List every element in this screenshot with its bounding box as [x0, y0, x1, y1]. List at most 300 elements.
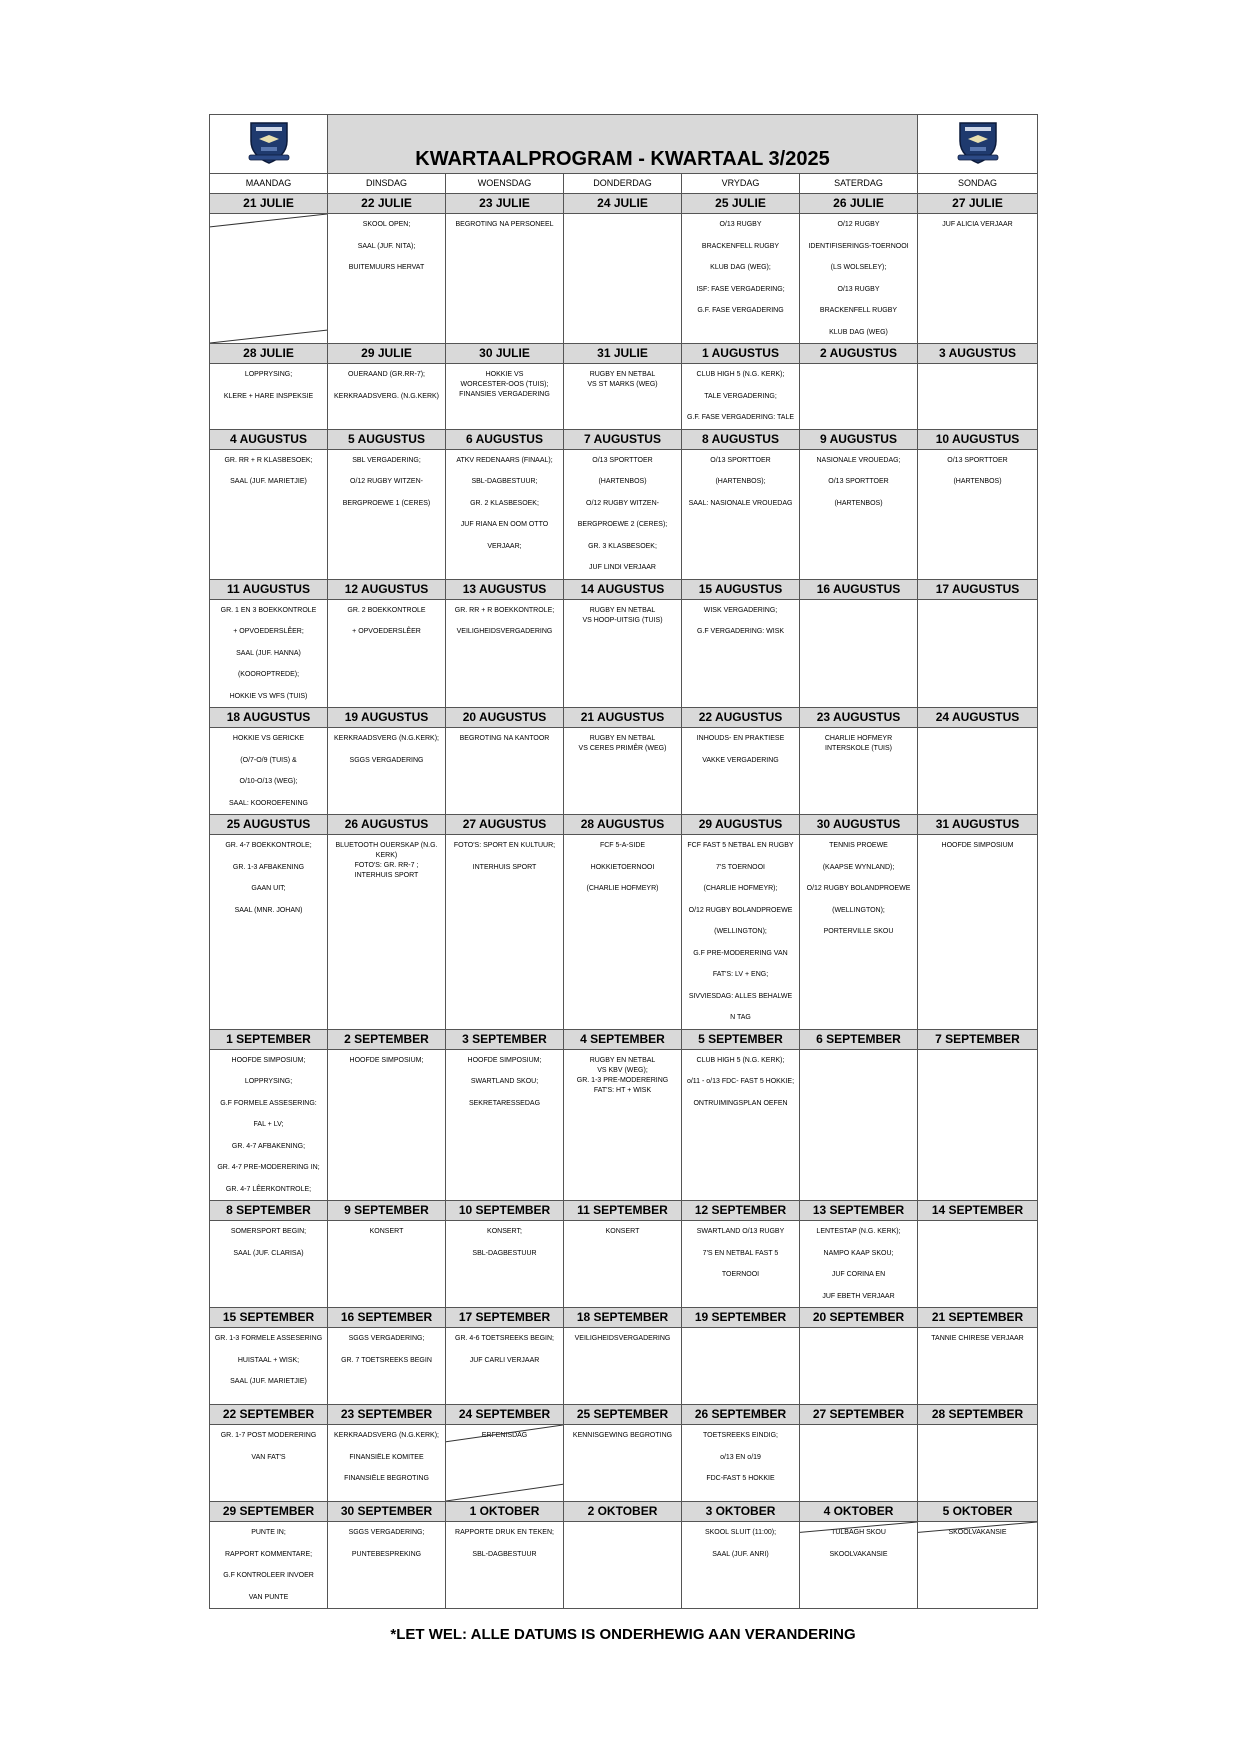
event-line: BLUETOOTH OUERSKAP (N.G. KERK): [335, 842, 438, 859]
date-cell: 12 SEPTEMBER: [682, 1201, 800, 1221]
events-cell: [800, 728, 918, 815]
event-line: BERGPROEWE 2 (CERES);: [577, 521, 668, 528]
events-cell: [210, 449, 328, 579]
date-cell: 21 SEPTEMBER: [918, 1308, 1038, 1328]
date-cell: 9 AUGUSTUS: [800, 429, 918, 449]
event-line: SGGS VERGADERING;: [348, 1335, 425, 1342]
event-line: SAAL: NASIONALE VROUEDAG: [688, 499, 793, 507]
event-line: GR. 2 KLASBESOEK;: [470, 499, 539, 507]
event-line: SGGS VERGADERING;: [348, 1529, 425, 1536]
week-events-row: [210, 728, 1038, 815]
date-cell: 22 SEPTEMBER: [210, 1405, 328, 1425]
week-date-row: [210, 579, 1038, 599]
event-line: 7'S EN NETBAL FAST 5: [702, 1249, 779, 1257]
event-line: INTERHUIS SPORT: [354, 872, 419, 879]
event-line: GR. 4-6 TOETSREEKS BEGIN;: [455, 1335, 554, 1342]
event-line: KLUB DAG (WEG): [829, 328, 888, 336]
event-line: O/12 RUGBY BOLANDPROEWE: [806, 885, 911, 892]
date-cell: 25 JULIE: [682, 194, 800, 214]
date-cell: 24 AUGUSTUS: [918, 708, 1038, 728]
events-cell: [446, 1049, 564, 1201]
date-cell: 30 AUGUSTUS: [800, 815, 918, 835]
event-line: FOTO'S: SPORT EN KULTUUR;: [453, 842, 556, 849]
events-cell: [918, 364, 1038, 430]
date-cell: 27 AUGUSTUS: [446, 815, 564, 835]
events-cell: [446, 1221, 564, 1308]
event-line: HOKKIE VS GERICKE: [232, 735, 305, 742]
event-line: HOKKIETOERNOOI: [590, 863, 655, 871]
event-line: GR. RR + R BOEKKONTROLE;: [454, 606, 555, 614]
events-cell: [800, 214, 918, 344]
events-cell: [564, 599, 682, 708]
week-date-row: [210, 708, 1038, 728]
date-cell: 28 JULIE: [210, 344, 328, 364]
day-name-saterdag: SATERDAG: [800, 174, 918, 194]
event-line: FAT'S: HT + WISK: [593, 1086, 652, 1094]
events-cell: [682, 835, 800, 1030]
event-line: IDENTIFISERINGS-TOERNOOI: [808, 242, 909, 250]
event-line: GR. RR + R KLASBESOEK;: [224, 456, 313, 464]
week-date-row: [210, 815, 1038, 835]
event-line: N TAG: [730, 1014, 751, 1021]
date-cell: 1 AUGUSTUS: [682, 344, 800, 364]
event-line: O/12 RUGBY: [837, 221, 880, 228]
date-cell: 10 AUGUSTUS: [918, 429, 1038, 449]
week-events-row: [210, 1425, 1038, 1502]
day-name-maandag: MAANDAG: [210, 174, 328, 194]
date-cell: 31 JULIE: [564, 344, 682, 364]
event-line: o/13 EN o/19: [720, 1453, 761, 1461]
event-line: ONTRUIMINGSPLAN OEFEN: [693, 1099, 788, 1107]
date-cell: 20 AUGUSTUS: [446, 708, 564, 728]
week-events-row: [210, 1221, 1038, 1308]
event-line: HOKKIE VS: [485, 371, 524, 378]
date-cell: 21 AUGUSTUS: [564, 708, 682, 728]
event-line: INTERSKOLE (TUIS): [825, 745, 892, 752]
event-line: (HARTENBOS): [598, 478, 647, 485]
date-cell: 26 SEPTEMBER: [682, 1405, 800, 1425]
date-cell: 29 SEPTEMBER: [210, 1502, 328, 1522]
events-cell: [800, 364, 918, 430]
event-line: CLUB HIGH 5 (N.G. KERK);: [696, 1056, 785, 1064]
date-cell: 3 OKTOBER: [682, 1502, 800, 1522]
date-cell: 7 SEPTEMBER: [918, 1029, 1038, 1049]
event-line: BRACKENFELL RUGBY: [819, 307, 898, 314]
events-cell: [328, 599, 446, 708]
events-cell: [210, 1049, 328, 1201]
date-cell: 16 SEPTEMBER: [328, 1308, 446, 1328]
event-line: O/13 SPORTTOER: [710, 456, 771, 464]
event-line: O/10-O/13 (WEG);: [239, 778, 298, 785]
date-cell: 12 AUGUSTUS: [328, 579, 446, 599]
date-cell: 10 SEPTEMBER: [446, 1201, 564, 1221]
week-events-row: [210, 214, 1038, 344]
events-cell: [564, 214, 682, 344]
event-line: SKOOLVAKANSIE: [948, 1529, 1007, 1536]
events-cell: [210, 835, 328, 1030]
date-cell: 9 SEPTEMBER: [328, 1201, 446, 1221]
event-line: (KAAPSE WYNLAND);: [822, 863, 895, 871]
event-line: VEILIGHEIDSVERGADERING: [574, 1335, 671, 1342]
event-line: HOOFDE SIMPOSIUM;: [231, 1056, 306, 1064]
date-cell: 23 AUGUSTUS: [800, 708, 918, 728]
event-line: SAAL (JUF. CLARISA): [233, 1249, 304, 1257]
event-line: BERGPROEWE 1 (CERES): [342, 499, 431, 507]
date-cell: 29 AUGUSTUS: [682, 815, 800, 835]
events-cell: [800, 599, 918, 708]
event-line: (CHARLIE HOFMEYR): [586, 885, 659, 892]
event-line: JUF ALICIA VERJAAR: [942, 221, 1013, 228]
footer-note: *LET WEL: ALLE DATUMS IS ONDERHEWIG AAN VERANDERING: [390, 1626, 856, 1643]
events-cell: [328, 728, 446, 815]
week-events-row: [210, 1522, 1038, 1609]
event-line: O/12 RUGBY BOLANDPROEWE: [688, 906, 793, 914]
events-cell: [328, 364, 446, 430]
date-cell: 13 AUGUSTUS: [446, 579, 564, 599]
event-line: RUGBY EN NETBAL: [589, 371, 656, 378]
events-cell: [210, 364, 328, 430]
event-line: VAN FAT'S: [251, 1453, 286, 1461]
event-line: SKOOL SLUIT (11:00);: [704, 1529, 777, 1536]
week-date-row: [210, 1201, 1038, 1221]
event-line: LENTESTAP (N.G. KERK);: [816, 1228, 901, 1235]
week-events-row: [210, 599, 1038, 708]
events-cell: [800, 1522, 918, 1609]
event-line: + OPVOEDERSLÊER: [352, 628, 421, 635]
events-cell: [564, 364, 682, 430]
events-cell: [446, 449, 564, 579]
event-line: O/13 SPORTTOER: [592, 456, 653, 464]
date-cell: 2 SEPTEMBER: [328, 1029, 446, 1049]
event-line: SAAL (JUF. ANRI): [712, 1550, 769, 1558]
event-line: SAAL: KOOROEFENING: [229, 799, 308, 807]
date-cell: 4 OKTOBER: [800, 1502, 918, 1522]
event-line: GR. 1 EN 3 BOEKKONTROLE: [220, 606, 317, 614]
date-cell: 27 SEPTEMBER: [800, 1405, 918, 1425]
event-line: KERKRAADSVERG (N.G.KERK);: [333, 1432, 440, 1439]
event-line: RUGBY EN NETBAL: [589, 735, 656, 742]
event-line: VS KBV (WEG);: [597, 1066, 648, 1074]
week-events-row: [210, 835, 1038, 1030]
events-cell: [682, 1221, 800, 1308]
date-cell: 17 SEPTEMBER: [446, 1308, 564, 1328]
week-date-row: [210, 1405, 1038, 1425]
event-line: KLERE + HARE INSPEKSIE: [223, 392, 314, 400]
event-line: GR. 1-3 FORMELE ASSESERING: [214, 1335, 323, 1342]
events-cell: [918, 728, 1038, 815]
day-name-donderdag: DONDERDAG: [564, 174, 682, 194]
calendar-sheet: [209, 114, 1037, 1609]
event-line: + OPVOEDERSLÊER;: [233, 628, 304, 635]
events-cell: [446, 1425, 564, 1502]
date-cell: 18 AUGUSTUS: [210, 708, 328, 728]
events-cell: [682, 728, 800, 815]
date-cell: 30 JULIE: [446, 344, 564, 364]
date-cell: 24 SEPTEMBER: [446, 1405, 564, 1425]
event-line: G.F FORMELE ASSESERING:: [220, 1099, 317, 1107]
week-date-row: [210, 1308, 1038, 1328]
date-cell: 23 JULIE: [446, 194, 564, 214]
school-crest-right: [918, 115, 1038, 174]
event-line: CHARLIE HOFMEYR: [824, 735, 893, 742]
date-cell: 28 AUGUSTUS: [564, 815, 682, 835]
date-cell: 5 SEPTEMBER: [682, 1029, 800, 1049]
event-line: O/13 SPORTTOER: [947, 456, 1008, 464]
date-cell: 15 AUGUSTUS: [682, 579, 800, 599]
date-cell: 26 JULIE: [800, 194, 918, 214]
event-line: BRACKENFELL RUGBY: [701, 242, 780, 250]
events-cell: [210, 1522, 328, 1609]
date-cell: 8 AUGUSTUS: [682, 429, 800, 449]
events-cell: [210, 1221, 328, 1308]
event-line: RAPPORTE DRUK EN TEKEN;: [455, 1529, 554, 1536]
event-line: TALE VERGADERING;: [704, 392, 777, 400]
events-cell: [918, 1221, 1038, 1308]
week-events-row: [210, 1049, 1038, 1201]
event-line: VS CERES PRIMÊR (WEG): [578, 745, 667, 752]
event-line: FCF 5-A-SIDE: [599, 842, 646, 849]
date-cell: 27 JULIE: [918, 194, 1038, 214]
event-line: GR. 1-3 AFBAKENING: [232, 863, 305, 871]
events-cell: [682, 214, 800, 344]
date-cell: 11 AUGUSTUS: [210, 579, 328, 599]
event-line: JUF CARLI VERJAAR: [469, 1356, 540, 1364]
date-cell: 14 AUGUSTUS: [564, 579, 682, 599]
date-cell: 23 SEPTEMBER: [328, 1405, 446, 1425]
week-events-row: [210, 1328, 1038, 1405]
event-line: SIVVIESDAG: ALLES BEHALWE: [688, 992, 793, 1000]
event-line: (O/7-O/9 (TUIS) &: [240, 756, 297, 764]
event-line: KENNISGEWING BEGROTING: [572, 1432, 673, 1439]
events-cell: [564, 835, 682, 1030]
date-cell: 1 SEPTEMBER: [210, 1029, 328, 1049]
cancelled-strike-lines: [210, 214, 327, 343]
event-line: HOOFDE SIMPOSIUM: [941, 842, 1014, 849]
events-cell: [328, 1328, 446, 1405]
quarter-calendar-table: [209, 114, 1038, 1609]
date-cell: 22 JULIE: [328, 194, 446, 214]
event-line: GR. 2 BOEKKONTROLE: [347, 606, 426, 614]
event-line: OUERAAND (GR.RR-7);: [347, 371, 425, 378]
event-line: SWARTLAND SKOU;: [470, 1078, 539, 1085]
events-cell: [682, 599, 800, 708]
events-cell: [800, 1425, 918, 1502]
events-cell: [446, 728, 564, 815]
event-line: O/13 RUGBY: [719, 221, 762, 228]
school-crest-left: [210, 115, 328, 174]
events-cell: [564, 1221, 682, 1308]
date-cell: 6 SEPTEMBER: [800, 1029, 918, 1049]
event-line: O/13 RUGBY: [837, 285, 880, 293]
events-cell: [918, 1425, 1038, 1502]
week-events-row: [210, 449, 1038, 579]
event-line: FCF FAST 5 NETBAL EN RUGBY: [687, 842, 794, 849]
event-line: SBL-DAGBESTUUR: [472, 1249, 537, 1257]
event-line: JUF CORINA EN: [831, 1271, 886, 1278]
event-line: ISF: FASE VERGADERING;: [696, 285, 785, 293]
date-cell: 18 SEPTEMBER: [564, 1308, 682, 1328]
event-line: 7'S TOERNOOI: [716, 863, 765, 871]
event-line: FINANSIËLE KOMITEE: [349, 1453, 424, 1461]
event-line: SBL VERGADERING;: [352, 456, 421, 464]
day-names-row: [210, 174, 1038, 194]
event-line: BEGROTING NA KANTOOR: [459, 735, 550, 742]
events-cell: [682, 364, 800, 430]
event-line: RUGBY EN NETBAL: [589, 1056, 656, 1064]
event-line: GR. 1-3 PRE-MODERERING: [576, 1076, 669, 1084]
events-cell: [800, 1328, 918, 1405]
date-cell: 31 AUGUSTUS: [918, 815, 1038, 835]
events-cell: [446, 214, 564, 344]
events-cell: [918, 599, 1038, 708]
event-line: INHOUDS- EN PRAKTIESE: [696, 735, 785, 742]
event-line: (WELLINGTON);: [714, 928, 767, 935]
events-cell: [918, 835, 1038, 1030]
date-cell: 7 AUGUSTUS: [564, 429, 682, 449]
event-line: SAAL (MNR. JOHAN): [234, 906, 303, 914]
event-line: FOTO'S: GR. RR-7 ;: [354, 862, 419, 869]
event-line: NASIONALE VROUEDAG;: [816, 456, 901, 464]
events-cell: [210, 214, 328, 344]
events-cell: [446, 835, 564, 1030]
events-cell: [328, 214, 446, 344]
event-line: VS HOOP-UITSIG (TUIS): [582, 616, 663, 624]
event-line: o/11 - o/13 FDC- FAST 5 HOKKIE;: [686, 1078, 795, 1085]
event-line: VAKKE VERGADERING: [702, 756, 779, 764]
events-cell: [328, 449, 446, 579]
events-cell: [328, 1522, 446, 1609]
event-line: NAMPO KAAP SKOU;: [823, 1249, 894, 1257]
event-line: SAAL (JUF. MARIETJIE): [230, 1378, 307, 1385]
event-line: INTERHUIS SPORT: [472, 863, 537, 871]
day-name-woensdag: WOENSDAG: [446, 174, 564, 194]
event-line: SBL-DAGBESTUUR;: [471, 478, 538, 485]
events-cell: [800, 835, 918, 1030]
event-line: PORTERVILLE SKOU: [823, 928, 894, 935]
event-line: SAAL (JUF. MARIETJIE): [230, 478, 307, 485]
week-events-row: [210, 364, 1038, 430]
events-cell: [446, 599, 564, 708]
event-line: PUNTE IN;: [251, 1529, 286, 1536]
date-cell: 25 AUGUSTUS: [210, 815, 328, 835]
events-cell: [564, 1328, 682, 1405]
event-line: ATKV REDENAARS (FINAAL);: [456, 456, 553, 464]
event-line: (KOOROPTREDE);: [237, 671, 300, 678]
events-cell: [682, 1522, 800, 1609]
event-line: KONSERT: [369, 1228, 404, 1235]
event-line: HOOFDE SIMPOSIUM;: [349, 1056, 424, 1064]
event-line: GR. 4-7 PRE-MODERERING IN;: [217, 1164, 320, 1171]
date-cell: 24 JULIE: [564, 194, 682, 214]
event-line: TULBAGH SKOU: [831, 1529, 886, 1536]
event-line: TOETSREEKS EINDIG;: [703, 1432, 778, 1439]
event-line: SAAL (JUF. NITA);: [357, 242, 416, 250]
date-cell: 25 SEPTEMBER: [564, 1405, 682, 1425]
event-line: SKOOL OPEN;: [362, 221, 411, 228]
event-line: (WELLINGTON);: [832, 906, 885, 914]
week-date-row: [210, 344, 1038, 364]
event-line: KONSERT: [605, 1228, 640, 1235]
date-cell: 19 SEPTEMBER: [682, 1308, 800, 1328]
event-line: GR. 4-7 AFBAKENING;: [231, 1142, 306, 1150]
event-line: RUGBY EN NETBAL: [589, 606, 656, 614]
event-line: GR. 4-7 LÊERKONTROLE;: [225, 1185, 312, 1193]
events-cell: [682, 1049, 800, 1201]
events-cell: [446, 364, 564, 430]
events-cell: [800, 1049, 918, 1201]
event-line: G.F KONTROLEER INVOER: [223, 1572, 314, 1579]
date-cell: 4 SEPTEMBER: [564, 1029, 682, 1049]
event-line: G.F. FASE VERGADERING: TALE: [686, 414, 795, 421]
event-line: KONSERT;: [487, 1228, 522, 1235]
week-date-row: [210, 429, 1038, 449]
events-cell: [918, 449, 1038, 579]
event-line: HOOFDE SIMPOSIUM;: [467, 1056, 542, 1064]
event-line: TENNIS PROEWE: [829, 842, 888, 849]
event-line: VEILIGHEIDSVERGADERING: [456, 628, 553, 635]
events-cell: [328, 1425, 446, 1502]
event-line: G.F. FASE VERGADERING: [697, 307, 784, 314]
event-line: GR. 3 KLASBESOEK;: [588, 542, 657, 550]
date-cell: 4 AUGUSTUS: [210, 429, 328, 449]
school-crest-icon: [247, 119, 291, 165]
event-line: FINANSIËLE BEGROTING: [344, 1475, 429, 1482]
events-cell: [210, 1328, 328, 1405]
event-line: SEKRETARESSEDAG: [468, 1099, 541, 1107]
date-cell: 30 SEPTEMBER: [328, 1502, 446, 1522]
event-line: BEGROTING NA PERSONEEL: [455, 221, 554, 228]
date-cell: 20 SEPTEMBER: [800, 1308, 918, 1328]
page-title: KWARTAALPROGRAM - KWARTAAL 3/2025: [328, 115, 918, 174]
event-line: (HARTENBOS): [834, 499, 883, 507]
event-line: GR. 7 TOETSREEKS BEGIN: [341, 1356, 432, 1364]
event-line: O/12 RUGBY WITZEN-: [586, 499, 659, 507]
event-line: GAAN UIT;: [251, 885, 286, 892]
date-cell: 3 SEPTEMBER: [446, 1029, 564, 1049]
events-cell: [564, 728, 682, 815]
events-cell: [682, 1328, 800, 1405]
date-cell: 17 AUGUSTUS: [918, 579, 1038, 599]
events-cell: [210, 1425, 328, 1502]
day-name-sondag: SONDAG: [918, 174, 1038, 194]
date-cell: 21 JULIE: [210, 194, 328, 214]
events-cell: [564, 1522, 682, 1609]
event-line: CLUB HIGH 5 (N.G. KERK);: [696, 371, 785, 378]
week-date-row: [210, 1029, 1038, 1049]
event-line: ERFENISDAG: [481, 1432, 528, 1439]
day-name-dinsdag: DINSDAG: [328, 174, 446, 194]
event-line: RAPPORT KOMMENTARE;: [224, 1550, 313, 1558]
event-line: FAL + LV;: [253, 1121, 284, 1128]
events-cell: [446, 1328, 564, 1405]
events-cell: [210, 728, 328, 815]
event-line: WISK VERGADERING;: [703, 606, 778, 614]
date-cell: 8 SEPTEMBER: [210, 1201, 328, 1221]
event-line: TANNIE CHIRESE VERJAAR: [931, 1335, 1024, 1342]
event-line: FDC-FAST 5 HOKKIE: [706, 1475, 775, 1482]
date-cell: 13 SEPTEMBER: [800, 1201, 918, 1221]
event-line: SAAL (JUF. HANNA): [236, 649, 301, 657]
day-name-vrydag: VRYDAG: [682, 174, 800, 194]
event-line: SBL-DAGBESTUUR: [472, 1550, 537, 1558]
date-cell: 5 OKTOBER: [918, 1502, 1038, 1522]
event-line: G.F VERGADERING: WISK: [696, 628, 785, 635]
date-cell: 1 OKTOBER: [446, 1502, 564, 1522]
event-line: O/13 SPORTTOER: [828, 478, 889, 485]
events-cell: [564, 1425, 682, 1502]
event-line: GR. 1-7 POST MODERERING: [220, 1432, 317, 1439]
week-date-row: [210, 194, 1038, 214]
